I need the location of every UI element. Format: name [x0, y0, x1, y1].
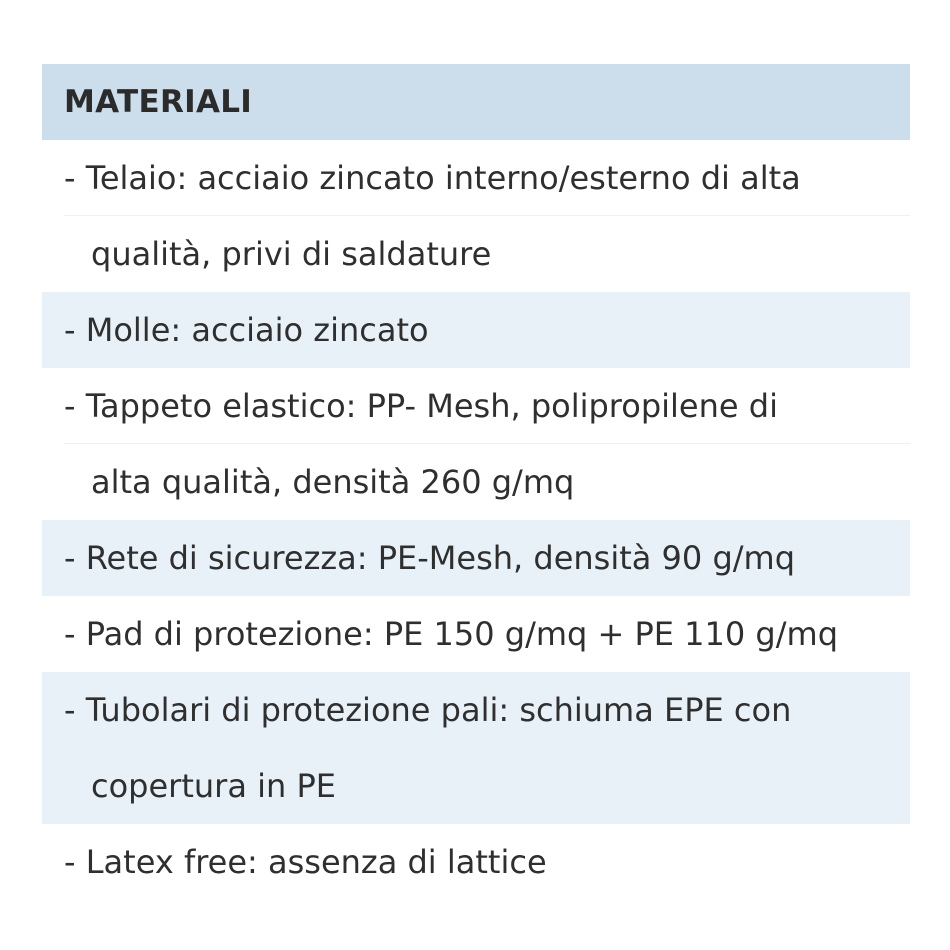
row-text-line-continued: alta qualità, densità 260 g/mq [91, 463, 575, 501]
table-row-telaio [42, 140, 910, 292]
row-text-line: - Molle: acciaio zincato [64, 311, 429, 349]
row-text-line: - Telaio: acciaio zincato interno/esterno di alta [64, 140, 910, 216]
table-row-rete [42, 520, 910, 596]
row-text-line: - Pad di protezione: PE 150 g/mq + PE 110 g/mq [64, 615, 838, 653]
row-text-line: - Tappeto elastico: PP- Mesh, polipropilene di [64, 368, 910, 444]
table-row-molle [42, 292, 910, 368]
table-row-tubolari [42, 672, 910, 824]
table-header-title: MATERIALI [64, 84, 253, 120]
row-text-line-continued: qualità, privi di saldature [91, 235, 492, 273]
table-row-pad [42, 596, 910, 672]
table-row-latex [42, 824, 910, 900]
row-text-line: - Rete di sicurezza: PE-Mesh, densità 90 g/mq [64, 539, 796, 577]
row-text-line: - Tubolari di protezione pali: schiuma EPE con [64, 691, 792, 729]
table-row-tappeto [42, 368, 910, 520]
row-text-line-continued: copertura in PE [91, 767, 336, 805]
row-text-line: - Latex free: assenza di lattice [64, 843, 547, 881]
table-header [42, 64, 910, 140]
materials-table [42, 64, 910, 900]
